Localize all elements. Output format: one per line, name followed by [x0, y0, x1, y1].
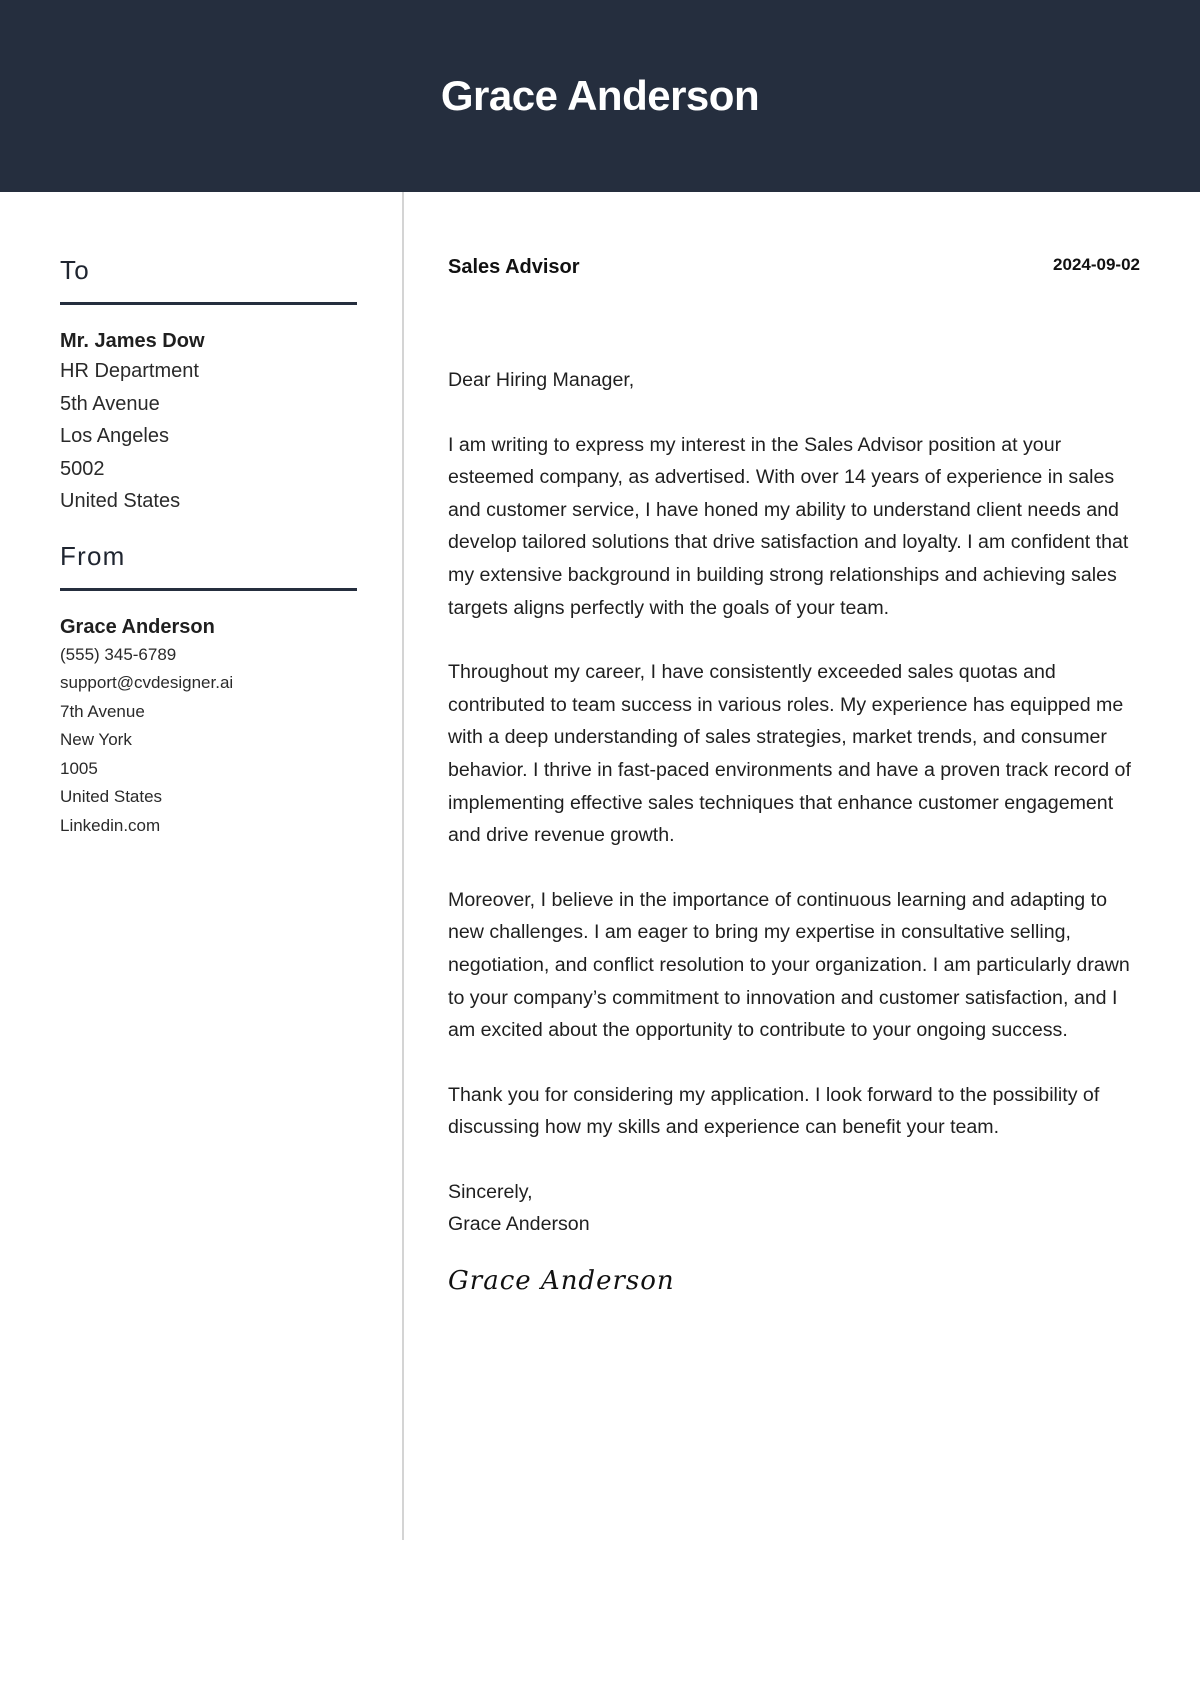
- sender-phone: (555) 345-6789: [60, 644, 177, 664]
- recipient-street: 5th Avenue: [60, 392, 160, 415]
- body-paragraph: I am writing to express my interest in the Sales Advisor position at your esteemed company, as advertised. With over 14 years of experience in sales and customer service, I have honed my ability to understand client needs and develop tailored solutions that drive satisfaction and loyalty. I am confident that my extensive background in building strong relationships and achieving sales targets aligns perfectly with the goals of your team.: [448, 433, 1129, 619]
- recipient-name: Mr. James Dow: [60, 330, 205, 352]
- sender-block: [60, 538, 357, 841]
- sender-country: United States: [60, 787, 163, 806]
- letter-body: [448, 364, 1140, 1301]
- recipient-block: [60, 252, 357, 518]
- body-paragraph: Moreover, I believe in the importance of continuous learning and adapting to new challenges. I am eager to bring my expertise in consultative selling, negotiation, and conflict resolution to your organization. I am particularly drawn to your company’s commitment to innovation and customer satisfaction, and I am excited about the opportunity to contribute to your ongoing success.: [448, 888, 1130, 1042]
- recipient-country: United States: [60, 490, 181, 512]
- recipient-postal-code: 5002: [60, 457, 105, 480]
- applicant-name-heading: Grace Anderson: [440, 72, 760, 119]
- letter-header: [448, 252, 1140, 286]
- sender-email: support@cvdesigner.ai: [60, 673, 234, 692]
- sender-linkedin: Linkedin.com: [60, 815, 161, 835]
- sender-name: Grace Anderson: [60, 615, 215, 638]
- letter-main: [448, 252, 1140, 1301]
- column-divider: [402, 192, 404, 1540]
- sender-street: 7th Avenue: [60, 701, 145, 721]
- recipient-city: Los Angeles: [60, 425, 169, 447]
- body-paragraph: Thank you for considering my application. I look forward to the possibility of discussing how my skills and experience can benefit your team.: [448, 1083, 1100, 1139]
- from-section-title: From: [60, 540, 126, 571]
- closing-line: Sincerely,: [448, 1180, 533, 1203]
- body-paragraph: Throughout my career, I have consistently exceeded sales quotas and contributed to team success in various roles. My experience has equipped me with a deep understanding of sales strategies, market trends, and consumer behavior. I thrive in fast-paced environments and have a proven track record of implementing effective sales techniques that enhance customer engagement and drive revenue growth.: [448, 661, 1131, 847]
- recipient-department: HR Department: [60, 360, 199, 382]
- sender-postal-code: 1005: [60, 758, 98, 778]
- to-section-divider: [60, 302, 357, 305]
- salutation: Dear Hiring Manager,: [448, 369, 635, 391]
- sidebar: [60, 252, 357, 840]
- to-section-title: To: [60, 255, 90, 285]
- sender-city: New York: [60, 730, 132, 749]
- from-section-divider: [60, 588, 357, 591]
- header-banner: [0, 0, 1200, 192]
- handwritten-signature: Grace Anderson: [448, 1266, 675, 1297]
- closing-name: Grace Anderson: [448, 1213, 590, 1236]
- job-title: Sales Advisor: [448, 256, 580, 278]
- letter-date: 2024-09-02: [1053, 255, 1140, 274]
